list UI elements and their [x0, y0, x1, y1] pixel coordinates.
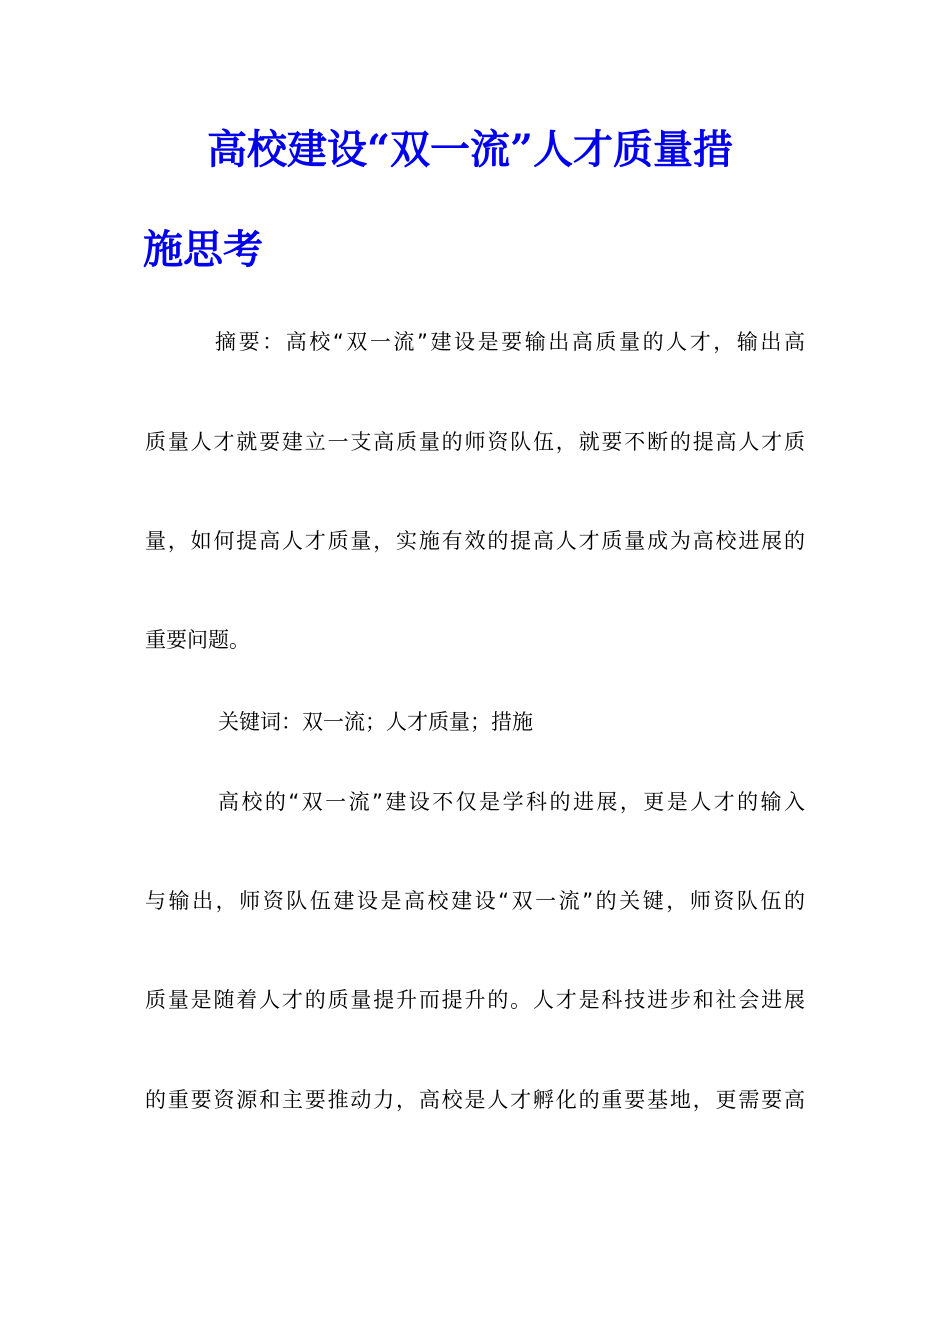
body-line-1: 高校的“双一流”建设不仅是学科的进展，更是人才的输入 [218, 790, 805, 814]
abstract-line-3: 量，如何提高人才质量，实施有效的提高人才质量成为高校进展的 [145, 529, 805, 553]
body-line-2: 与输出，师资队伍建设是高校建设“双一流”的关键，师资队伍的 [145, 889, 805, 913]
body-line-3: 质量是随着人才的质量提升而提升的。人才是科技进步和社会进展 [145, 988, 805, 1012]
document-title-line-2: 施思考 [143, 226, 263, 273]
body-line-4: 的重要资源和主要推动力，高校是人才孵化的重要基地，更需要高 [145, 1088, 805, 1112]
abstract-line-2: 质量人才就要建立一支高质量的师资队伍，就要不断的提高人才质 [145, 430, 805, 454]
abstract-line-4: 重要问题。 [145, 628, 250, 652]
document-title-line-1: 高校建设“双一流”人才质量措 [207, 126, 734, 173]
keywords-line: 关键词：双一流；人才质量；措施 [218, 710, 533, 734]
abstract-line-1: 摘要：高校“双一流”建设是要输出高质量的人才，输出高 [215, 330, 805, 354]
